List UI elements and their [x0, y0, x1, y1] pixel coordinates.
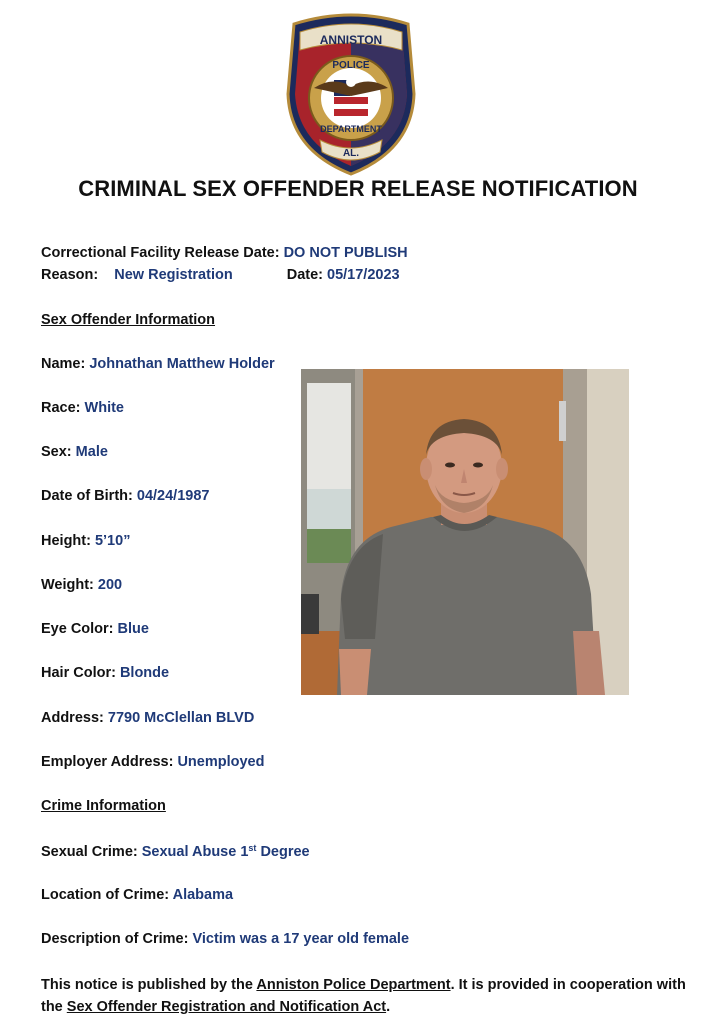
field-label: Height: — [41, 533, 91, 549]
crime-degree-number: Sexual Abuse 1 — [141, 844, 249, 860]
field-dob — [41, 488, 209, 504]
badge-police-text: POLICE — [332, 60, 370, 71]
field-weight — [41, 577, 122, 593]
field-employer-address — [41, 754, 264, 770]
field-value: Johnathan Matthew Holder — [89, 356, 275, 372]
field-label: Address: — [41, 710, 104, 726]
police-badge-logo — [284, 10, 418, 176]
notice-department: Anniston Police Department — [256, 977, 451, 993]
notice-date-label: Date: — [286, 267, 323, 283]
badge-top-text: ANNISTON — [319, 33, 383, 47]
field-height — [41, 533, 130, 549]
ordinal-suffix: st — [248, 843, 257, 853]
field-value: Male — [75, 444, 108, 460]
field-label: Weight: — [41, 577, 94, 593]
field-label: Race: — [41, 400, 81, 416]
field-value: 5’10” — [94, 533, 131, 549]
field-value: Alabama — [172, 887, 234, 903]
field-hair-color — [41, 665, 169, 681]
reason-line — [41, 267, 400, 283]
release-date-line — [41, 245, 408, 261]
reason-value: New Registration — [114, 267, 233, 283]
field-value: 200 — [97, 577, 123, 593]
offender-photo — [301, 369, 629, 695]
field-sexual-crime — [41, 843, 310, 860]
field-label: Eye Color: — [41, 621, 114, 637]
field-eye-color — [41, 621, 149, 637]
field-label: Date of Birth: — [41, 488, 133, 504]
crime-degree-word: Degree — [256, 844, 310, 860]
release-date-value: DO NOT PUBLISH — [283, 245, 408, 261]
field-value: 04/24/1987 — [136, 488, 210, 504]
field-value — [142, 844, 310, 860]
field-label: Sex: — [41, 444, 72, 460]
offender-section-heading: Sex Offender Information — [41, 312, 216, 328]
field-location-of-crime — [41, 887, 233, 903]
field-label: Employer Address: — [41, 754, 174, 770]
reason-label: Reason: — [41, 267, 99, 283]
badge-dept-text: DEPARTMENT — [320, 124, 382, 134]
page-title: CRIMINAL SEX OFFENDER RELEASE NOTIFICATION — [78, 176, 638, 201]
field-label: Hair Color: — [41, 665, 116, 681]
field-value: 7790 McClellan BLVD — [107, 710, 255, 726]
notice-text: This notice is published by the — [41, 977, 257, 993]
field-sex — [41, 444, 108, 460]
field-address — [41, 710, 254, 726]
field-label: Sexual Crime: — [41, 844, 138, 860]
field-value: Blue — [117, 621, 149, 637]
badge-state-text: AL. — [342, 148, 360, 159]
field-description-of-crime — [41, 931, 409, 947]
crime-section-heading: Crime Information — [41, 798, 166, 814]
notice-text: . — [386, 999, 391, 1015]
notice-text: . It is provided in cooperation with the — [41, 977, 686, 1015]
field-label: Name: — [41, 356, 86, 372]
field-value: Unemployed — [177, 754, 265, 770]
publication-notice — [41, 974, 691, 1018]
field-value: Blonde — [119, 665, 170, 681]
release-date-label: Correctional Facility Release Date: — [41, 245, 280, 261]
field-label: Description of Crime: — [41, 931, 189, 947]
field-value: Victim was a 17 year old female — [192, 931, 410, 947]
notice-act: Sex Offender Registration and Notification Act — [66, 999, 387, 1015]
field-value: White — [84, 400, 124, 416]
field-race — [41, 400, 124, 416]
field-name — [41, 356, 275, 372]
notice-date-value: 05/17/2023 — [327, 267, 400, 283]
field-label: Location of Crime: — [41, 887, 170, 903]
